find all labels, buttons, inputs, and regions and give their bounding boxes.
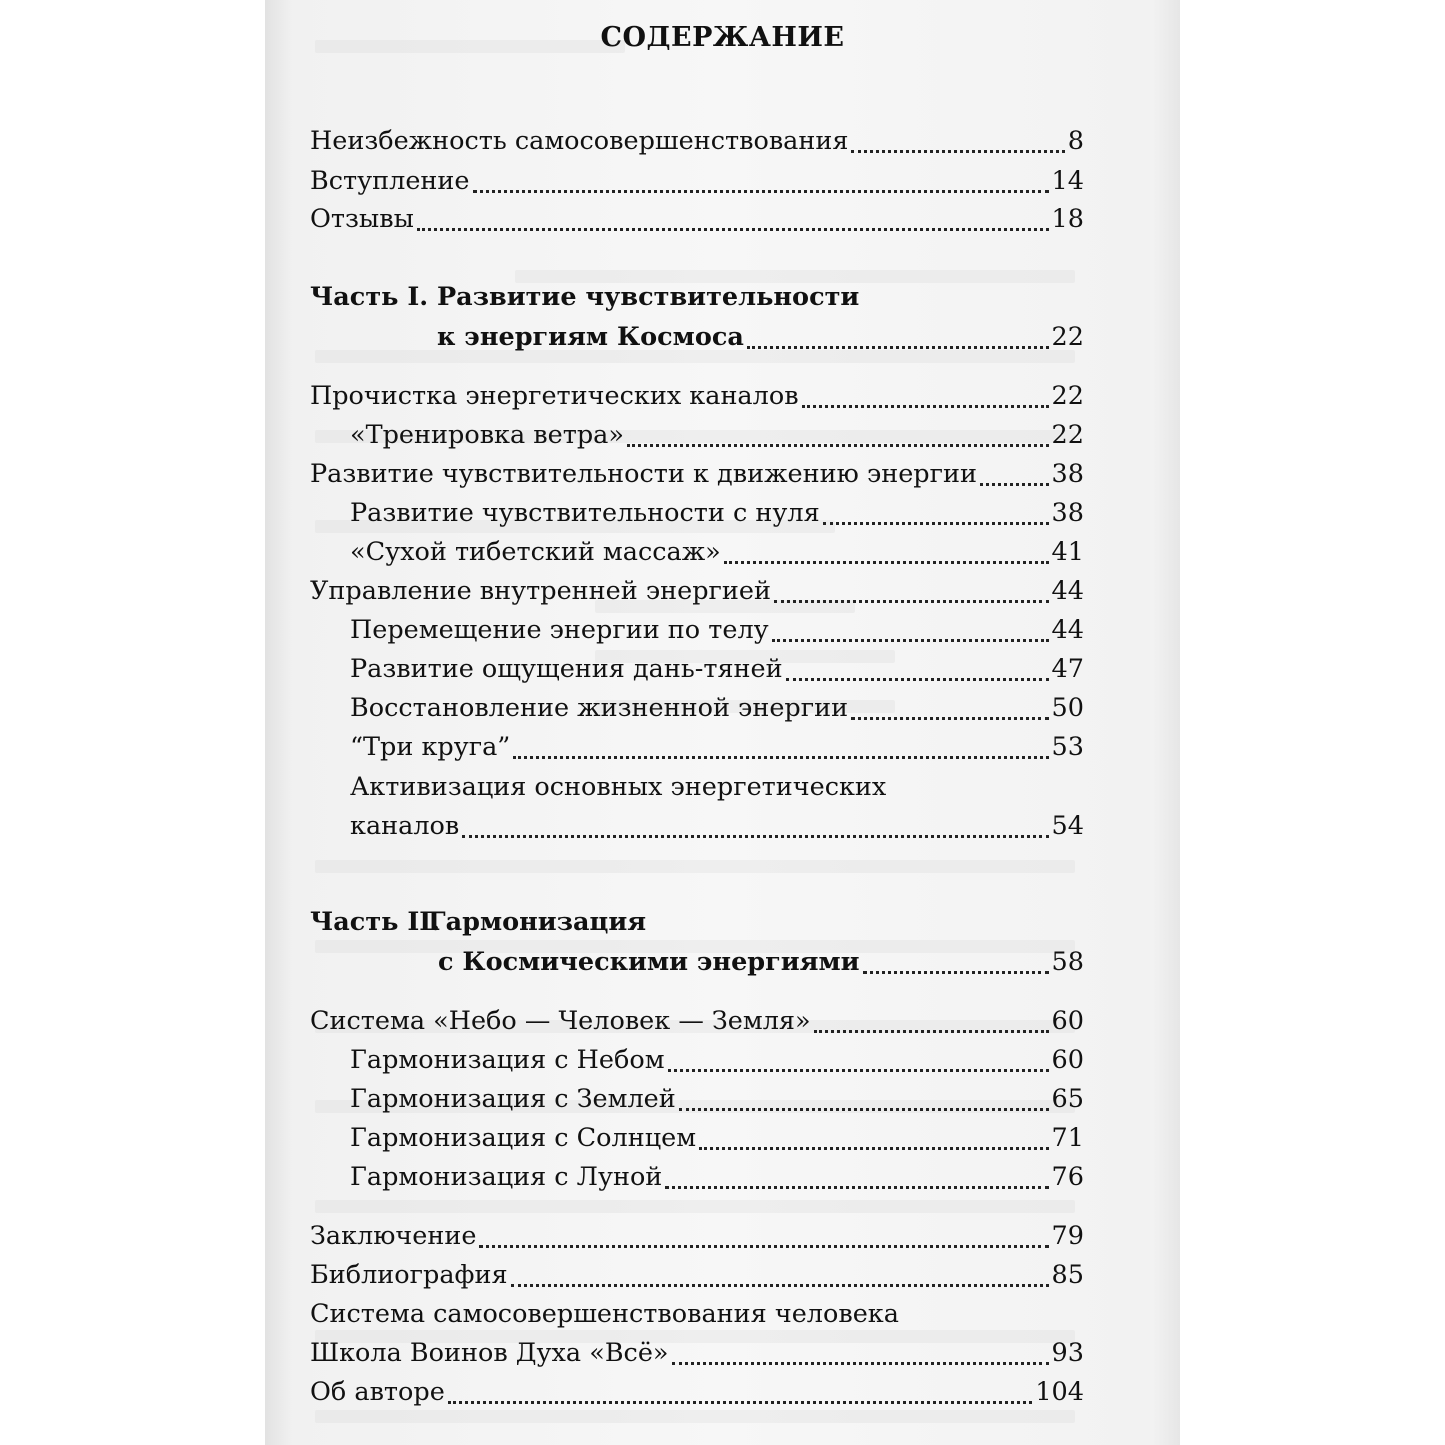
dot-leader (672, 1334, 1049, 1365)
toc-entry-page: 44 (1051, 615, 1084, 645)
toc-entry-title: Неизбежность самосовершенствования (310, 126, 849, 156)
toc-subentry[interactable] (350, 767, 1084, 807)
toc-entry-title-line2: каналов (350, 811, 460, 841)
toc-entry[interactable] (310, 376, 1084, 416)
dot-leader (814, 1002, 1049, 1033)
dot-leader (823, 494, 1049, 525)
toc-title: СОДЕРЖАНИЕ (600, 22, 845, 53)
toc-subentry[interactable] (350, 415, 1084, 455)
toc-entry-page: 22 (1051, 381, 1084, 411)
dot-leader (668, 1041, 1049, 1072)
dot-leader (851, 122, 1064, 153)
toc-entry-title-line1: Активизация основных энергетических (350, 772, 887, 802)
toc-entry-title: Развитие ощущения дань-тяней (350, 654, 783, 684)
table-of-contents (265, 0, 1180, 1445)
toc-entry-page: 8 (1067, 126, 1084, 156)
toc-entry-title: Гармонизация с Луной (350, 1162, 663, 1192)
toc-subentry[interactable] (350, 688, 1084, 728)
toc-entry-title: Развитие чувствительности к движению энергии (310, 459, 977, 489)
dot-leader (511, 1256, 1049, 1287)
dot-leader (699, 1119, 1048, 1150)
toc-entry-page: 93 (1051, 1338, 1084, 1368)
toc-entry-page: 54 (1051, 811, 1084, 841)
toc-entry-page: 60 (1051, 1006, 1084, 1036)
dot-leader (479, 1217, 1048, 1248)
toc-entry-title: Заключение (310, 1221, 477, 1251)
toc-entry-page: 53 (1051, 732, 1084, 762)
toc-entry-page: 104 (1035, 1377, 1084, 1407)
toc-entry-title: Перемещение энергии по телу (350, 615, 769, 645)
toc-entry-page: 38 (1051, 459, 1084, 489)
dot-leader (747, 318, 1049, 349)
toc-subentry[interactable] (350, 1157, 1084, 1197)
toc-entry[interactable] (310, 1294, 1084, 1334)
toc-subentry[interactable] (350, 1079, 1084, 1119)
toc-entry-title: Развитие чувствительности с нуля (350, 498, 820, 528)
toc-entry-title-line1: Система самосовершенствования человека (310, 1299, 899, 1329)
toc-entry-page: 14 (1051, 166, 1084, 196)
dot-leader (724, 533, 1049, 564)
toc-entry-title: «Сухой тибетский массаж» (350, 537, 721, 567)
toc-entry-page: 76 (1051, 1162, 1084, 1192)
toc-entry[interactable] (310, 199, 1084, 239)
part-title-line2: с Космическими энергиями (438, 947, 860, 977)
toc-entry-page: 44 (1051, 576, 1084, 606)
part-title-line2: к энергиям Космоса (437, 322, 744, 352)
toc-subentry[interactable] (350, 610, 1084, 650)
part-label: Часть I. (310, 282, 429, 312)
toc-entry-page: 58 (1051, 947, 1084, 977)
toc-entry[interactable] (310, 1216, 1084, 1256)
dot-leader (772, 611, 1049, 642)
toc-entry-title: Управление внутренней энергией (310, 576, 771, 606)
toc-part-heading-cont[interactable] (437, 317, 1084, 357)
toc-part-heading[interactable] (310, 902, 1084, 942)
toc-entry-page: 22 (1051, 420, 1084, 450)
toc-entry-cont[interactable] (310, 1333, 1084, 1373)
toc-entry[interactable] (310, 1001, 1084, 1041)
toc-entry-title: Гармонизация с Землей (350, 1084, 676, 1114)
toc-entry-page: 71 (1051, 1123, 1084, 1153)
toc-subentry-cont[interactable] (350, 806, 1084, 846)
toc-entry-title: Гармонизация с Солнцем (350, 1123, 697, 1153)
toc-entry-page: 38 (1051, 498, 1084, 528)
toc-entry-page: 65 (1051, 1084, 1084, 1114)
toc-subentry[interactable] (350, 1040, 1084, 1080)
toc-part-heading[interactable] (310, 277, 1084, 317)
toc-entry-title: Прочистка энергетических каналов (310, 381, 799, 411)
toc-entry-title: “Три круга” (350, 732, 511, 762)
toc-entry[interactable] (310, 571, 1084, 611)
dot-leader (863, 943, 1049, 974)
part-title-line1: Развитие чувствительности (437, 282, 860, 312)
toc-entry-page: 22 (1051, 322, 1084, 352)
toc-entry-page: 60 (1051, 1045, 1084, 1075)
toc-entry-title: Об авторе (310, 1377, 445, 1407)
toc-entry-title: Гармонизация с Небом (350, 1045, 665, 1075)
dot-leader (679, 1080, 1049, 1111)
toc-entry-page: 50 (1051, 693, 1084, 723)
dot-leader (802, 377, 1049, 408)
toc-subentry[interactable] (350, 727, 1084, 767)
dot-leader (851, 689, 1048, 720)
toc-subentry[interactable] (350, 532, 1084, 572)
toc-entry-page: 41 (1051, 537, 1084, 567)
dot-leader (462, 807, 1048, 838)
part-title-line1: Гармонизация (428, 907, 647, 937)
toc-entry[interactable] (310, 1372, 1084, 1412)
toc-entry-title: Библиография (310, 1260, 508, 1290)
toc-entry-title: Восстановление жизненной энергии (350, 693, 849, 723)
toc-subentry[interactable] (350, 1118, 1084, 1158)
toc-entry-title: Отзывы (310, 204, 414, 234)
toc-subentry[interactable] (350, 493, 1084, 533)
toc-entry-page: 85 (1051, 1260, 1084, 1290)
toc-entry[interactable] (310, 1255, 1084, 1295)
dot-leader (627, 416, 1049, 447)
dot-leader (774, 572, 1049, 603)
toc-entry[interactable] (310, 161, 1084, 201)
dot-leader (448, 1373, 1033, 1404)
toc-subentry[interactable] (350, 649, 1084, 689)
toc-entry[interactable] (310, 121, 1084, 161)
toc-entry-title-line2: Школа Воинов Духа «Всё» (310, 1338, 669, 1368)
toc-entry-page: 47 (1051, 654, 1084, 684)
toc-entry-title: Система «Небо — Человек — Земля» (310, 1006, 811, 1036)
dot-leader (417, 200, 1049, 231)
toc-entry-title: Вступление (310, 166, 470, 196)
dot-leader (473, 162, 1049, 193)
toc-entry-page: 79 (1051, 1221, 1084, 1251)
toc-entry[interactable] (310, 454, 1084, 494)
dot-leader (980, 455, 1049, 486)
toc-part-heading-cont[interactable] (438, 942, 1084, 982)
dot-leader (665, 1158, 1048, 1189)
dot-leader (513, 728, 1048, 759)
book-page (265, 0, 1180, 1445)
toc-entry-title: «Тренировка ветра» (350, 420, 624, 450)
part-label: Часть II. (310, 907, 441, 937)
dot-leader (786, 650, 1049, 681)
toc-entry-page: 18 (1051, 204, 1084, 234)
